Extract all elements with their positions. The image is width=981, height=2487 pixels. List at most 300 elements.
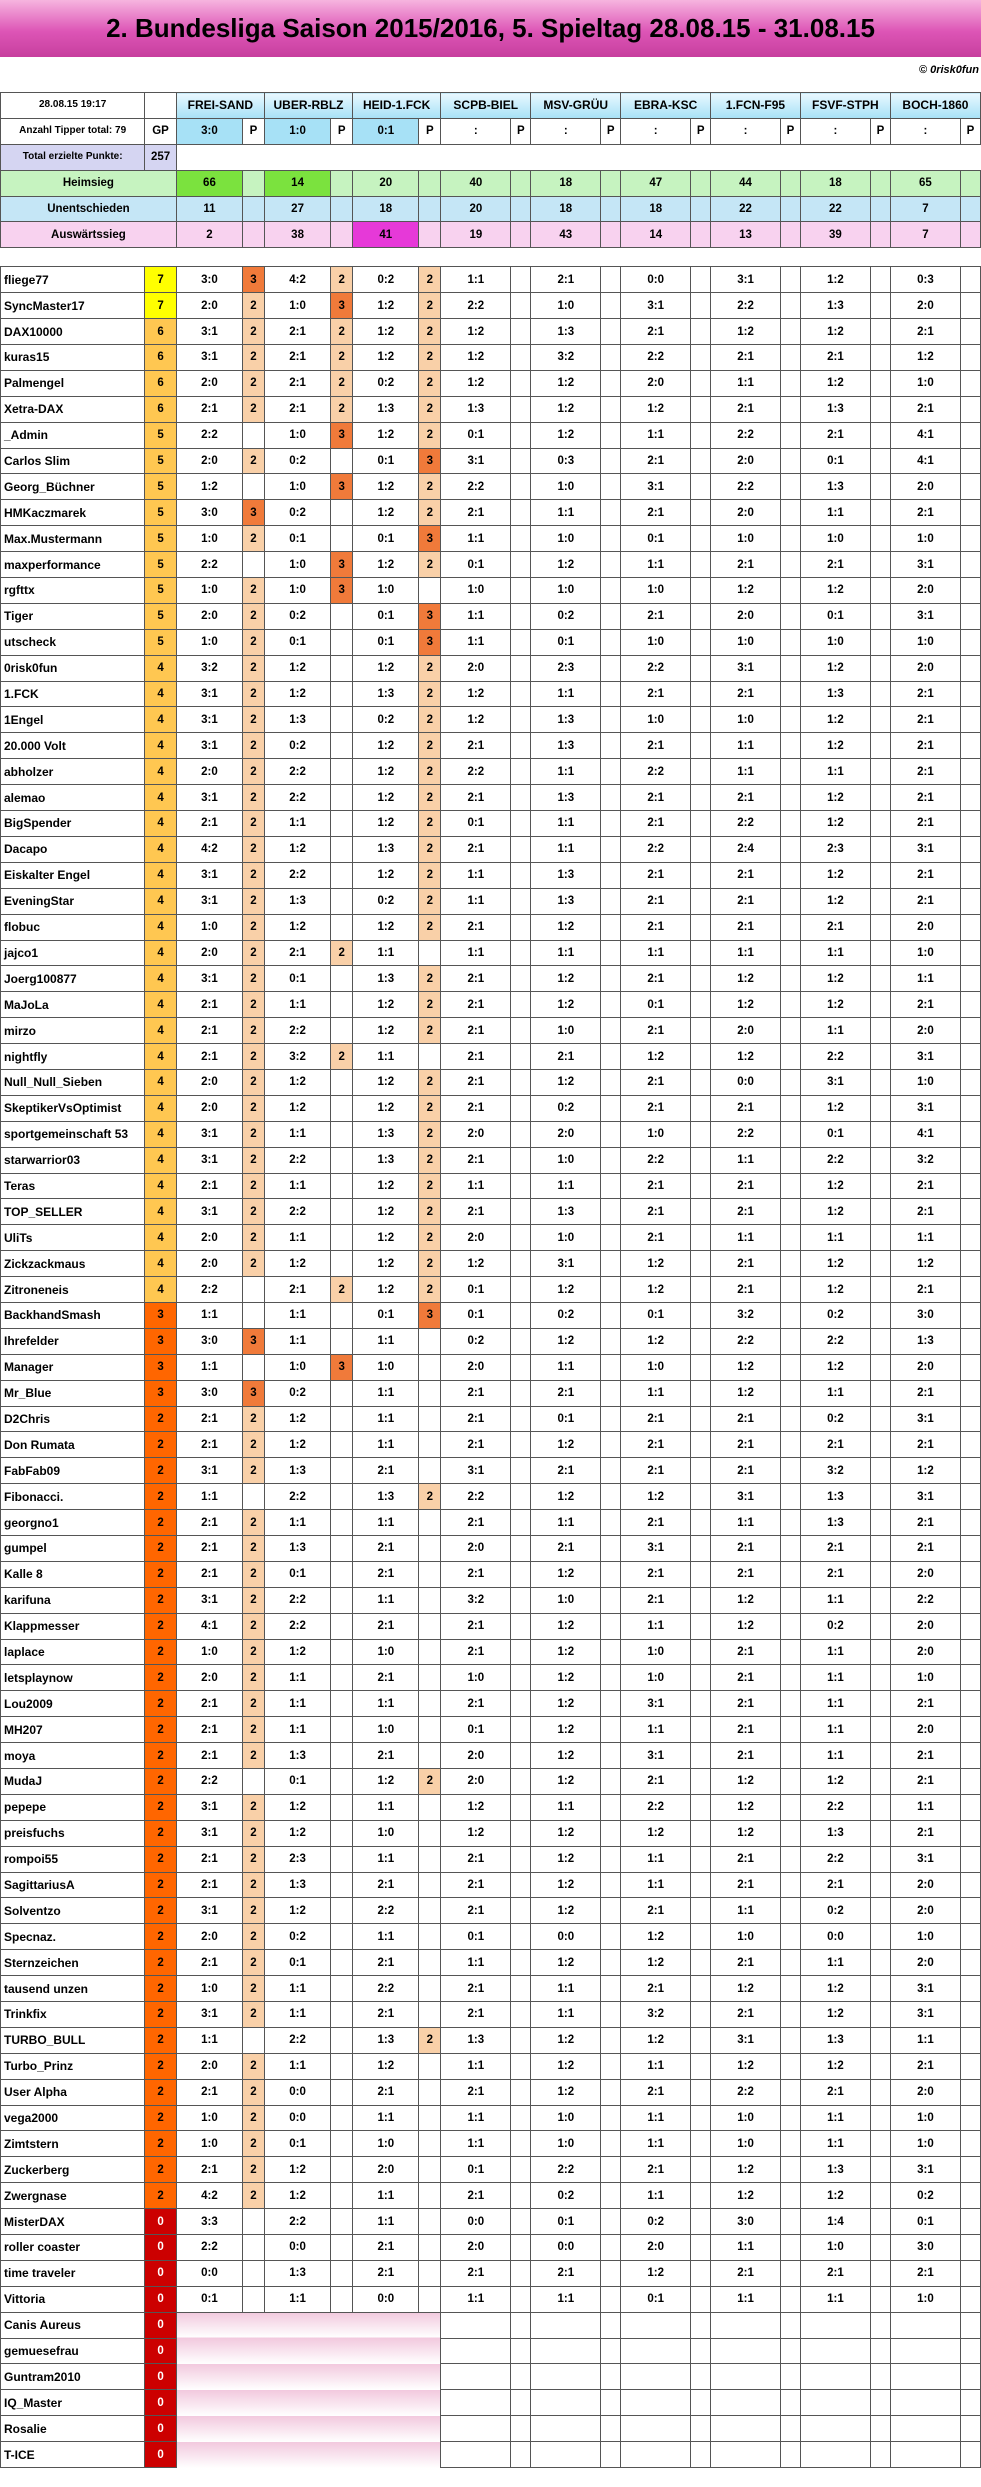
player-points [419,1432,441,1458]
player-points [871,1302,891,1328]
player-tip: 2:1 [711,1458,781,1484]
player-tip [800,2390,870,2416]
player-tip: 1:2 [531,1484,601,1510]
stats-points-empty [243,196,265,222]
player-tip: 1:1 [800,759,870,785]
player-gp: 3 [145,1354,177,1380]
player-name: Max.Mustermann [1,526,145,552]
gp-header: GP [145,118,177,144]
player-points [511,448,531,474]
player-points [871,1018,891,1044]
player-tip: 4:2 [264,267,330,293]
player-points [601,422,621,448]
player-points: 2 [331,345,353,371]
player-tip: 0:1 [264,1950,330,1976]
player-points [419,2260,441,2286]
player-tip: 1:0 [890,1069,960,1095]
player-tip: 3:2 [176,655,242,681]
player-points: 2 [419,862,441,888]
player-points [601,2364,621,2390]
player-tip: 2:1 [621,785,691,811]
player-points [781,681,801,707]
player-points [871,1717,891,1743]
player-tip: 1:1 [531,1173,601,1199]
player-tip: 1:2 [800,578,870,604]
player-points [511,862,531,888]
player-points [961,2338,981,2364]
spacer [176,144,980,170]
player-points [691,578,711,604]
player-points [781,1199,801,1225]
player-tip: 2:1 [176,1717,242,1743]
player-tip: 1:2 [711,319,781,345]
player-points: 2 [419,1199,441,1225]
player-points [691,966,711,992]
player-tip: 1:2 [264,2183,330,2209]
player-points [871,733,891,759]
player-row [1,1484,981,1510]
player-row [1,1743,981,1769]
player-points [781,474,801,500]
player-points [601,1898,621,1924]
player-tip: 1:2 [800,1769,870,1795]
player-tip: 3:2 [531,345,601,371]
player-tip: 2:3 [264,1846,330,1872]
player-tip: 1:2 [800,862,870,888]
player-tip: 0:2 [531,1095,601,1121]
player-tip: 1:0 [621,578,691,604]
player-points [871,655,891,681]
player-tip: 2:1 [441,733,511,759]
player-tip [890,2390,960,2416]
player-tip [353,2390,419,2416]
player-gp: 0 [145,2442,177,2468]
player-tip [890,2364,960,2390]
player-points [331,1251,353,1277]
player-tip: 2:1 [800,1561,870,1587]
player-points [691,1277,711,1303]
player-points [419,1665,441,1691]
player-tip: 2:0 [890,1898,960,1924]
player-name: Sternzeichen [1,1950,145,1976]
player-tip: 2:1 [353,1872,419,1898]
player-tip: 2:2 [621,655,691,681]
player-row [1,1820,981,1846]
player-tip: 2:1 [353,1535,419,1561]
player-points [781,2105,801,2131]
player-points: 3 [419,603,441,629]
player-points [961,759,981,785]
stats-value: 7 [890,222,960,248]
player-points [601,1354,621,1380]
player-tip: 2:1 [890,1820,960,1846]
player-points: 2 [243,1924,265,1950]
player-tip: 1:2 [264,836,330,862]
player-points [961,1691,981,1717]
player-name: mirzo [1,1018,145,1044]
player-points [871,293,891,319]
player-gp: 3 [145,1328,177,1354]
player-gp: 2 [145,1587,177,1613]
player-points [511,836,531,862]
player-points [871,629,891,655]
player-tip: 2:1 [890,500,960,526]
player-points: 2 [419,474,441,500]
player-points [961,940,981,966]
player-tip [176,2442,242,2468]
player-tip: 1:0 [176,914,242,940]
player-points [781,1976,801,2002]
player-points [331,862,353,888]
player-points [511,1121,531,1147]
player-tip [711,2416,781,2442]
player-points [781,2027,801,2053]
player-points [871,2312,891,2338]
player-name: Xetra-DAX [1,396,145,422]
player-gp: 4 [145,966,177,992]
player-tip: 2:1 [711,914,781,940]
player-gp: 2 [145,2079,177,2105]
player-tip: 1:0 [176,2105,242,2131]
player-gp: 5 [145,500,177,526]
player-gp: 7 [145,293,177,319]
player-points [511,603,531,629]
player-tip: 1:3 [441,2027,511,2053]
player-points [781,914,801,940]
player-tip: 1:1 [800,2286,870,2312]
stats-points-empty [601,222,621,248]
player-points: 2 [243,1406,265,1432]
player-points [331,1535,353,1561]
player-name: nightfly [1,1044,145,1070]
player-points [331,1225,353,1251]
player-points [781,992,801,1018]
player-points [961,1044,981,1070]
player-tip: 0:3 [531,448,601,474]
player-points [331,1328,353,1354]
player-tip: 3:1 [800,1069,870,1095]
player-gp: 6 [145,345,177,371]
player-tip: 1:1 [441,2053,511,2079]
player-name: tausend unzen [1,1976,145,2002]
player-points [961,2390,981,2416]
player-points: 2 [243,1691,265,1717]
player-gp: 4 [145,707,177,733]
player-points [871,1794,891,1820]
player-points [601,2105,621,2131]
player-gp: 2 [145,1717,177,1743]
player-tip: 2:0 [176,940,242,966]
player-points [871,422,891,448]
player-tip: 2:1 [441,2002,511,2028]
player-gp: 2 [145,1613,177,1639]
player-points [871,2390,891,2416]
player-points [871,1251,891,1277]
player-tip: 2:1 [890,992,960,1018]
player-points: 2 [243,345,265,371]
player-tip: 1:2 [621,1277,691,1303]
player-points: 2 [419,500,441,526]
player-points [511,992,531,1018]
player-row [1,1354,981,1380]
player-tip [441,2390,511,2416]
player-tip: 0:2 [621,2209,691,2235]
player-points [961,2002,981,2028]
player-tip: 2:1 [176,1173,242,1199]
player-points [961,1950,981,1976]
player-points [781,629,801,655]
player-points [419,2442,441,2468]
player-tip: 1:0 [531,1018,601,1044]
player-points [691,1484,711,1510]
player-points [961,785,981,811]
player-name: jajco1 [1,940,145,966]
player-tip: 2:1 [800,2079,870,2105]
player-points [961,500,981,526]
player-tip: 2:1 [711,1095,781,1121]
player-tip: 2:2 [264,759,330,785]
player-tip: 1:1 [264,2002,330,2028]
player-points: 2 [243,448,265,474]
player-points: 2 [243,1872,265,1898]
player-tip: 2:1 [441,1069,511,1095]
stats-value: 65 [890,170,960,196]
player-tip: 1:2 [711,1613,781,1639]
player-tip: 2:1 [621,2079,691,2105]
player-tip: 1:1 [176,1484,242,1510]
player-tip: 0:2 [353,370,419,396]
player-points [601,1328,621,1354]
player-tip: 1:1 [531,1510,601,1536]
player-tip: 1:0 [176,578,242,604]
player-row [1,1924,981,1950]
player-points [691,2027,711,2053]
player-tip: 2:2 [441,474,511,500]
player-gp: 2 [145,1561,177,1587]
player-tip: 1:1 [621,940,691,966]
player-tip: 1:1 [264,1976,330,2002]
player-name: Manager [1,1354,145,1380]
player-tip [353,2338,419,2364]
player-points [871,1225,891,1251]
player-points [781,1354,801,1380]
player-tip: 1:2 [800,1095,870,1121]
player-tip: 2:0 [176,759,242,785]
player-name: georgno1 [1,1510,145,1536]
player-tip: 0:1 [531,1406,601,1432]
player-points [601,1069,621,1095]
player-points: 2 [243,1898,265,1924]
player-points [601,629,621,655]
player-points [961,2312,981,2338]
player-tip: 0:2 [264,603,330,629]
player-tip: 1:1 [353,2105,419,2131]
player-row [1,1846,981,1872]
player-tip: 3:2 [621,2002,691,2028]
game-result: : [621,118,691,144]
player-tip: 1:3 [264,707,330,733]
player-points [331,759,353,785]
player-gp: 4 [145,1251,177,1277]
player-points [691,1044,711,1070]
player-points [781,1924,801,1950]
player-tip: 2:1 [353,2235,419,2261]
player-points [871,1950,891,1976]
player-points [691,1743,711,1769]
player-row [1,1277,981,1303]
player-points [331,707,353,733]
player-tip: 2:1 [621,1769,691,1795]
player-row [1,759,981,785]
player-points [871,448,891,474]
player-tip: 0:1 [353,603,419,629]
player-points [781,1639,801,1665]
player-points [871,2416,891,2442]
player-tip: 1:2 [353,1769,419,1795]
player-tip: 1:2 [531,1820,601,1846]
player-tip: 4:1 [890,448,960,474]
player-points [961,2209,981,2235]
player-points [331,1432,353,1458]
header-row [1,93,981,119]
player-gp: 4 [145,759,177,785]
player-tip: 2:1 [621,811,691,837]
player-tip: 2:1 [353,2260,419,2286]
player-tip: 1:0 [800,526,870,552]
player-points [691,785,711,811]
player-tip: 2:1 [264,396,330,422]
player-tip: 2:0 [176,1251,242,1277]
player-points [419,2183,441,2209]
player-tip: 0:3 [890,267,960,293]
player-points [331,1510,353,1536]
stats-points-empty [601,196,621,222]
player-tip: 1:1 [353,1794,419,1820]
player-gp: 2 [145,1743,177,1769]
player-points [781,1769,801,1795]
player-points [871,1846,891,1872]
player-tip: 1:3 [353,1121,419,1147]
player-tip: 2:1 [176,1561,242,1587]
player-tip [890,2338,960,2364]
player-points [601,1458,621,1484]
player-tip: 2:2 [711,2079,781,2105]
gp-header-empty [145,93,177,119]
player-points [961,2235,981,2261]
player-row [1,862,981,888]
player-points [511,681,531,707]
player-points [419,2312,441,2338]
player-points [691,1872,711,1898]
player-tip: 3:1 [890,1044,960,1070]
player-points [331,1872,353,1898]
player-tip: 1:2 [441,1794,511,1820]
player-points [601,888,621,914]
player-points [419,2053,441,2079]
stats-points-empty [781,222,801,248]
player-points: 2 [243,629,265,655]
player-tip: 0:0 [711,1069,781,1095]
player-points [419,1820,441,1846]
player-points [871,1535,891,1561]
player-points [781,2079,801,2105]
player-row [1,966,981,992]
player-points [511,707,531,733]
player-points [961,914,981,940]
player-tip: 2:0 [890,1561,960,1587]
player-points [601,1406,621,1432]
player-tip: 2:2 [711,811,781,837]
stats-label: Heimsieg [1,170,177,196]
player-tip: 1:1 [711,1898,781,1924]
player-points [781,1018,801,1044]
player-points [511,267,531,293]
player-tip: 1:1 [441,888,511,914]
player-points: 2 [243,2105,265,2131]
player-points [331,1717,353,1743]
player-tip: 2:0 [890,655,960,681]
player-points [961,1717,981,1743]
player-points [331,914,353,940]
player-name: Zickzackmaus [1,1251,145,1277]
player-name: Dacapo [1,836,145,862]
player-points [331,2416,353,2442]
player-tip: 3:1 [890,603,960,629]
player-points [961,1173,981,1199]
player-points [601,655,621,681]
player-points [871,1354,891,1380]
player-tip: 1:2 [800,1251,870,1277]
player-tip: 2:1 [890,1743,960,1769]
player-tip: 2:1 [531,267,601,293]
player-tip: 3:2 [890,1147,960,1173]
player-points [331,1095,353,1121]
player-tip: 1:0 [890,2286,960,2312]
game-result: : [800,118,870,144]
player-points [331,1613,353,1639]
player-tip: 2:1 [890,733,960,759]
player-tip: 1:2 [711,1587,781,1613]
player-tip: 0:1 [621,1302,691,1328]
player-row [1,707,981,733]
player-points [871,1872,891,1898]
player-tip [531,2338,601,2364]
player-tip: 2:1 [621,1018,691,1044]
player-tip: 4:1 [890,1121,960,1147]
player-gp: 2 [145,1665,177,1691]
player-points [419,2157,441,2183]
player-name: 1.FCK [1,681,145,707]
player-tip: 1:0 [621,1665,691,1691]
player-row [1,1069,981,1095]
player-tip: 2:2 [176,422,242,448]
player-points [871,1432,891,1458]
player-tip: 1:2 [621,1251,691,1277]
player-points [781,2235,801,2261]
player-tip: 2:0 [890,1639,960,1665]
player-points [871,319,891,345]
player-tip: 3:2 [441,1587,511,1613]
player-points: 2 [419,655,441,681]
player-points [601,1639,621,1665]
player-name: kuras15 [1,345,145,371]
player-tip: 1:2 [621,1820,691,1846]
player-tip: 1:1 [890,1794,960,1820]
player-tip: 2:1 [176,1510,242,1536]
player-tip: 2:1 [176,1743,242,1769]
player-gp: 4 [145,733,177,759]
player-points [781,345,801,371]
